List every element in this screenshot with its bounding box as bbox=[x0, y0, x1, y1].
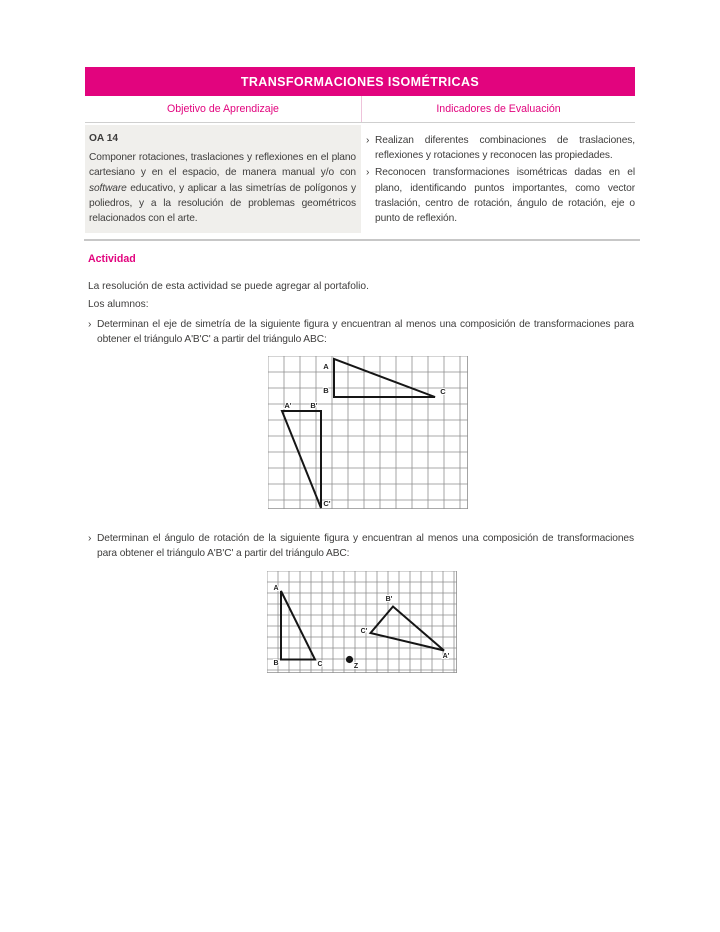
activity-title: Actividad bbox=[88, 253, 136, 265]
figure-rotation-grid bbox=[267, 571, 457, 678]
activity-intro: La resolución de esta actividad se puede agregar al portafolio. bbox=[88, 281, 369, 292]
svg-text:Z: Z bbox=[353, 663, 359, 670]
svg-text:C: C bbox=[317, 661, 323, 668]
svg-text:A': A' bbox=[284, 401, 292, 410]
column-header-indicadores: Indicadores de Evaluación bbox=[436, 103, 561, 115]
bullet-marker: › bbox=[366, 167, 370, 179]
objetivo-cell bbox=[85, 125, 361, 233]
oa-code: OA 14 bbox=[89, 133, 119, 144]
svg-text:C': C' bbox=[323, 499, 331, 508]
indicator-item bbox=[366, 133, 635, 163]
svg-text:A': A' bbox=[442, 653, 450, 660]
oa-text-part2: educativo, y aplicar a las simetrías de polígonos y poliedros, y a la resolución de problemas geométricos relacionados con el arte. bbox=[89, 182, 356, 225]
indicator-item bbox=[366, 165, 635, 226]
bullet-marker: › bbox=[88, 533, 92, 544]
oa-text-part1: Componer rotaciones, traslaciones y reflexiones en el plano cartesiano y en el espacio, de manera manual y/o con bbox=[89, 152, 356, 179]
svg-text:B: B bbox=[273, 660, 279, 667]
oa-text-italic: software bbox=[89, 182, 127, 194]
activity-bullet-text: Determinan el eje de simetría de la siguiente figura y encuentran al menos una composición de transformaciones para obtener el triángulo A'B'C' a partir del triángulo ABC: bbox=[97, 319, 634, 346]
svg-text:B: B bbox=[323, 386, 329, 395]
table-bottom-rule bbox=[84, 239, 640, 241]
figure-symmetry-grid bbox=[268, 356, 468, 514]
svg-text:C: C bbox=[440, 387, 446, 396]
column-header-objetivo: Objetivo de Aprendizaje bbox=[85, 96, 362, 122]
svg-text:A: A bbox=[273, 585, 279, 592]
activity-bullet-symmetry bbox=[88, 317, 634, 347]
indicadores-cell bbox=[366, 125, 635, 228]
svg-text:A: A bbox=[323, 362, 329, 371]
activity-subject: Los alumnos: bbox=[88, 299, 149, 310]
activity-bullet-rotation bbox=[88, 531, 634, 561]
oa-description bbox=[89, 150, 356, 226]
bullet-marker: › bbox=[366, 135, 370, 146]
svg-text:B': B' bbox=[310, 401, 318, 410]
table-header-row bbox=[85, 96, 635, 123]
table-title-bar bbox=[85, 67, 635, 96]
indicator-text: Realizan diferentes combinaciones de traslaciones, reflexiones y rotaciones y reconocen las propiedades. bbox=[375, 135, 635, 162]
bullet-marker: › bbox=[88, 319, 92, 330]
indicator-text: Reconocen transformaciones isométricas dadas en el plano, identificando puntos importantes, como vector traslación, centro de rotación, ángulo de rotación, eje o punto de reflexión. bbox=[375, 167, 635, 225]
svg-text:B': B' bbox=[385, 596, 393, 603]
svg-text:C': C' bbox=[360, 628, 368, 635]
table-title: TRANSFORMACIONES ISOMÉTRICAS bbox=[240, 74, 480, 89]
activity-bullet-text: Determinan el ángulo de rotación de la siguiente figura y encuentran al menos una composición de transformaciones para obtener el triángulo A'B'C' a partir del triángulo ABC: bbox=[97, 533, 634, 560]
